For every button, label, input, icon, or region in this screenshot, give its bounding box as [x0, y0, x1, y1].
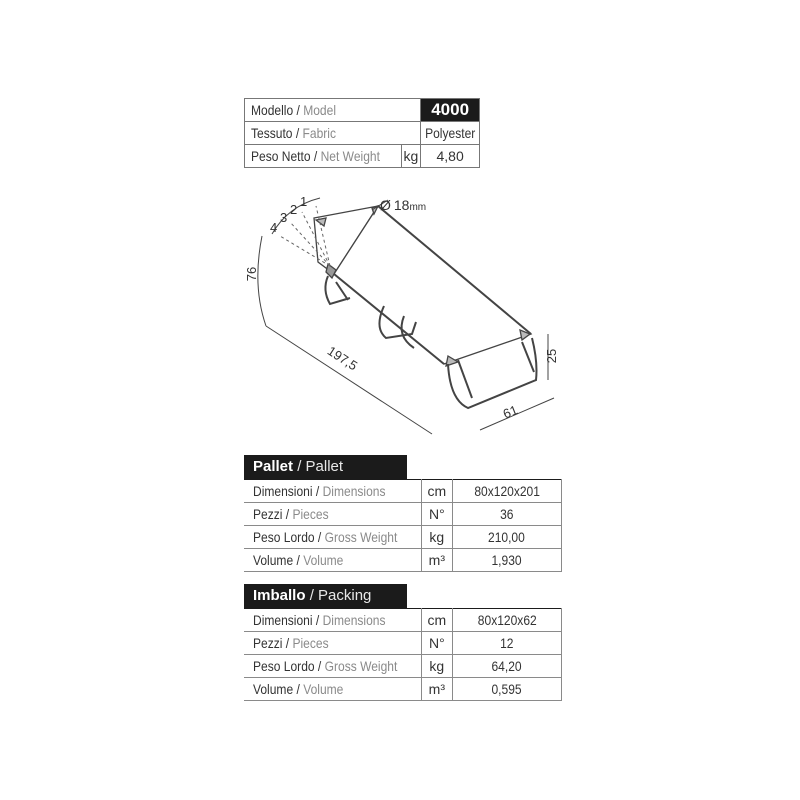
row-unit: cm [421, 609, 452, 632]
model-label-it: Modello [251, 102, 294, 118]
table-row [244, 678, 561, 701]
row-unit: N° [421, 503, 452, 526]
position-2: 2 [290, 202, 298, 217]
row-unit: N° [421, 632, 452, 655]
fabric-value: Polyester [425, 125, 476, 141]
table-row [244, 609, 561, 632]
model-label-en: Model [303, 102, 337, 118]
row-unit: kg [421, 655, 452, 678]
net-weight-label-cell [245, 145, 402, 168]
packing-table [244, 608, 562, 701]
diameter-symbol: Ø [380, 197, 391, 213]
packing-title-it: Imballo [253, 587, 306, 604]
row-label: Dimensioni / Dimensions [244, 480, 421, 503]
net-weight-value: 4,80 [420, 145, 479, 168]
separator: / [295, 125, 300, 141]
separator: / [297, 458, 302, 475]
fabric-value-cell [420, 122, 479, 145]
model-row [245, 99, 480, 122]
row-unit: m³ [421, 678, 452, 701]
row-label: Peso Lordo / Gross Weight [244, 526, 421, 549]
pallet-title-it: Pallet [253, 458, 294, 475]
row-value: 0,595 [452, 678, 561, 701]
position-4: 4 [270, 220, 278, 235]
pallet-title-en: Pallet [305, 458, 344, 475]
row-unit: cm [421, 480, 452, 503]
sunbed-technical-drawing [236, 186, 566, 436]
net-weight-row [245, 145, 480, 168]
row-value: 36 [452, 503, 561, 526]
length-label: 197,5 [324, 343, 361, 374]
row-value: 12 [452, 632, 561, 655]
height-dimension-line [258, 236, 266, 326]
model-spec-table [244, 98, 480, 168]
pallet-table [244, 479, 562, 572]
model-label-cell [245, 99, 421, 122]
front-leg-brace [458, 360, 472, 398]
row-unit: kg [421, 526, 452, 549]
row-value: 1,930 [452, 549, 561, 572]
row-value: 80x120x62 [452, 609, 561, 632]
table-row [244, 549, 561, 572]
seat-height-label: 25 [544, 348, 559, 364]
net-weight-unit: kg [401, 145, 420, 168]
table-row [244, 480, 561, 503]
table-row [244, 503, 561, 526]
svg-text:Ø18mm [380, 197, 426, 213]
diameter-value: 18 [393, 197, 410, 213]
net-weight-label-it: Peso Netto [251, 148, 311, 164]
pallet-header [244, 455, 407, 479]
net-weight-label-en: Net Weight [320, 148, 380, 164]
separator: / [313, 148, 318, 164]
row-value: 64,20 [452, 655, 561, 678]
packing-title-en: Packing [318, 587, 372, 604]
row-label: Volume / Volume [244, 678, 421, 701]
row-label: Peso Lordo / Gross Weight [244, 655, 421, 678]
row-label: Dimensioni / Dimensions [244, 609, 421, 632]
table-row [244, 655, 561, 678]
row-label: Pezzi / Pieces [244, 632, 421, 655]
height-label: 76 [244, 266, 259, 282]
separator: / [309, 587, 314, 604]
row-unit: m³ [421, 549, 452, 572]
row-value: 210,00 [452, 526, 561, 549]
model-number: 4000 [420, 99, 479, 122]
bed-fabric [334, 206, 531, 364]
fabric-row [245, 122, 480, 145]
row-label: Volume / Volume [244, 549, 421, 572]
packing-section [244, 584, 562, 701]
separator: / [296, 102, 300, 118]
table-row [244, 632, 561, 655]
row-label: Pezzi / Pieces [244, 503, 421, 526]
pallet-section [244, 455, 562, 572]
front-leg-brace [522, 342, 534, 372]
width-label: 61 [500, 402, 520, 422]
diameter-unit: mm [409, 202, 427, 213]
row-value: 80x120x201 [452, 480, 561, 503]
fabric-label-it: Tessuto [251, 125, 293, 141]
fabric-label-cell [245, 122, 421, 145]
fabric-label-en: Fabric [302, 125, 336, 141]
position-3: 3 [280, 210, 288, 225]
table-row [244, 526, 561, 549]
packing-header [244, 584, 407, 608]
diameter-label [380, 197, 426, 213]
position-1: 1 [300, 194, 308, 209]
